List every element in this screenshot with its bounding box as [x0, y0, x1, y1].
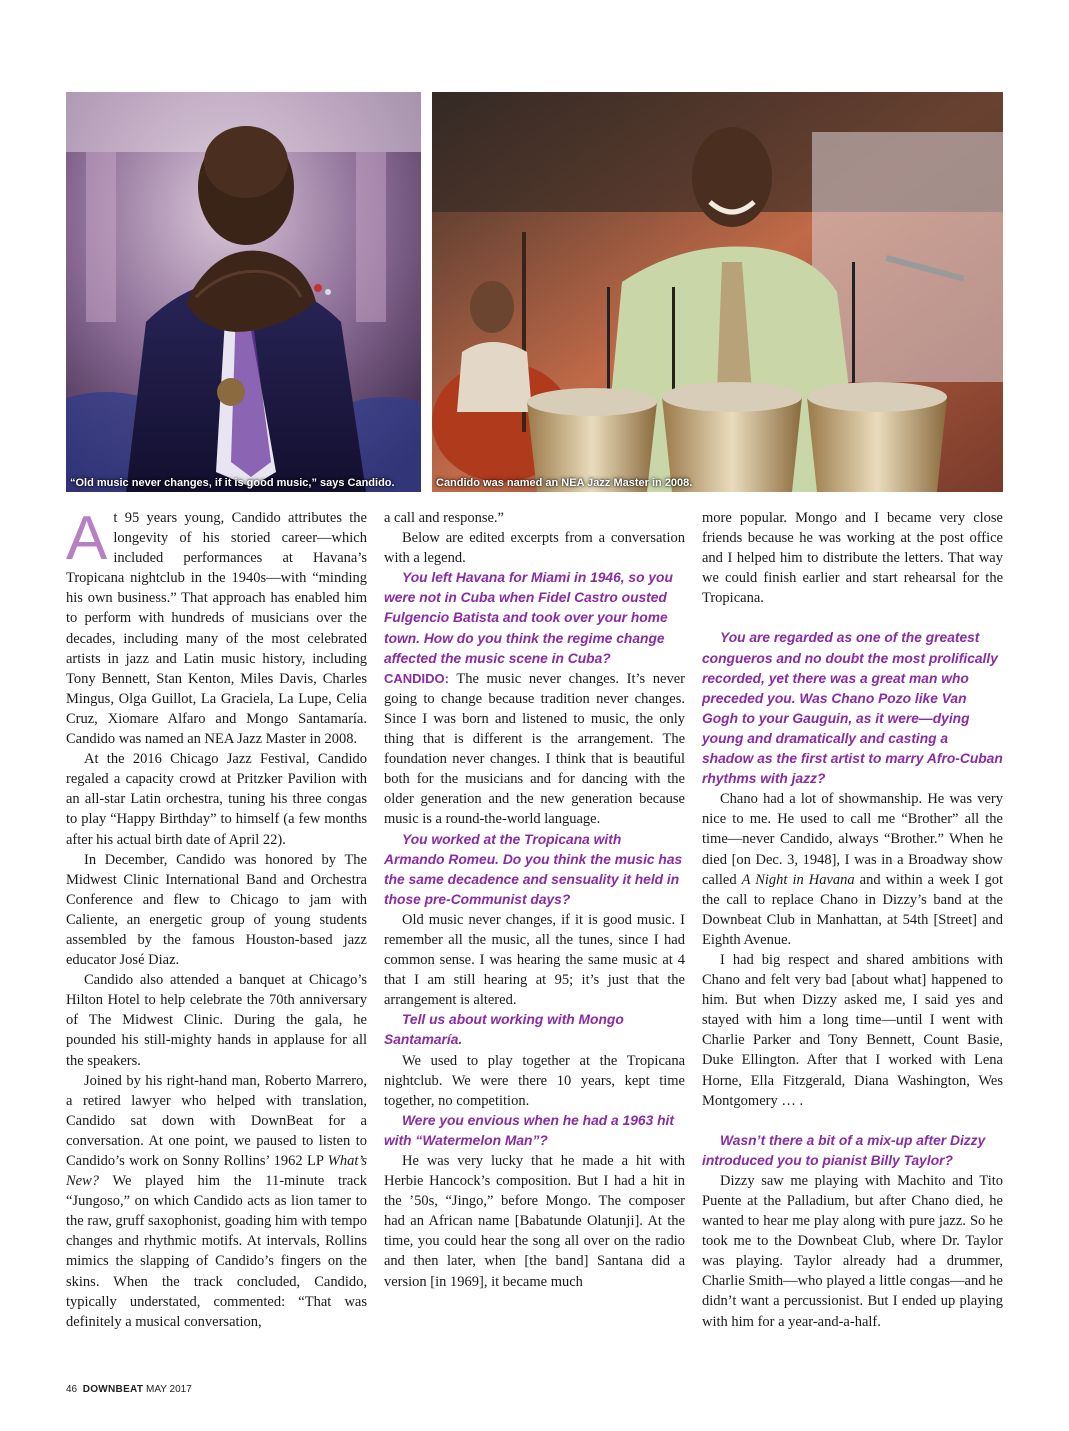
body-paragraph: In December, Candido was honored by The Midwest Clinic International Band and Orchestra Conference and flew to Chicago to jam with Caliente, an energetic group of young students assembled by the famous Houston-based jazz educator José Diaz.	[66, 851, 367, 969]
speaker-label: CANDIDO:	[384, 670, 449, 686]
interview-question: You left Havana for Miami in 1946, so you were not in Cuba when Fidel Castro ousted Fulgencio Batista and took over your home town. How do you think the regime change affected the music scene in Cuba?	[384, 570, 673, 666]
interview-question: Wasn’t there a bit of a mix-up after Dizzy introduced you to pianist Billy Taylor?	[702, 1132, 986, 1168]
interview-answer: CANDIDO: The music never changes. It’s never going to change because tradition never changes. Since I was born and listened to music, the only thing that is different is the arrangement. The foundation never changes. I think that is beautiful both for the musicians and for dancing with the older generation and the new generation because music is a round-the-world language.	[384, 670, 685, 828]
page-footer	[66, 1384, 192, 1395]
stage-image	[432, 92, 1003, 492]
interview-answer: Dizzy saw me playing with Machito and Tito Puente at the Palladium, but after Chano died, he wanted to hear me play along with pure jazz. So he took me to the Downbeat Club, where Dr. Taylor was playing. Taylor already had a drummer, Charlie Smith—who played a little congas—and he didn’t want a percussionist. But I ended up playing with him for a year-and-a-half.	[702, 1172, 1003, 1330]
interview-answer: I had big respect and shared ambitions with Chano and felt very bad [about what] happened to him. But when Dizzy asked me, I said yes and stayed with him a long time—until I went with Charlie Parker and Tony Bennett, Count Basie, Duke Ellington. After that I worked with Lena Horne, Ella Fitzgerald, Diana Washington, Wes Montgomery … .	[702, 951, 1003, 1109]
article-column-1	[66, 504, 367, 1332]
interview-answer: We used to play together at the Tropicana nightclub. We were there 10 years, kept time together, no competition.	[384, 1052, 685, 1109]
interview-question: You worked at the Tropicana with Armando Romeu. Do you think the music has the same decadence and sensuality it held in those pre-Communist days?	[384, 831, 683, 907]
body-paragraph: Joined by his right-hand man, Roberto Marrero, a retired lawyer who helped with translation, Candido sat down with DownBeat for a conversation. At one point, we paused to listen to Candido’s work on Sonny Rollins’ 1962 LP What’s New? We played him the 11-minute track “Jungoso,” on which Candido acts as lion tamer to the raw, gruff saxophonist, goading him with tempo changes and rhythmic motifs. At intervals, Rollins mimics the slapping of Candido’s fingers on the skins. When the track concluded, Candido, typically understated, commented: “That was definitely a musical conversation,	[66, 1072, 367, 1330]
article-column-2	[384, 508, 685, 1292]
interview-answer: He was very lucky that he made a hit with Herbie Hancock’s composition. But I had a hit in the ’50s, “Jingo,” before Mongo. The composer had an African name [Babatunde Olatunji]. At the time, you could hear the song all over on the radio and then later, when [the band] Santana did a version [in 1969], it became much	[384, 1153, 685, 1290]
show-title: A Night in Havana	[741, 871, 855, 888]
issue-date: MAY 2017	[146, 1384, 192, 1395]
body-paragraph: Candido also attended a banquet at Chicago’s Hilton Hotel to help celebrate the 70th anniversary of The Midwest Clinic. During the gala, he pounded his still-mighty hands in applause for all the speakers.	[66, 972, 367, 1069]
magazine-name: DOWNBEAT	[82, 1384, 144, 1395]
album-title: What’s New?	[66, 1153, 367, 1190]
body-paragraph: a call and response.”	[384, 510, 504, 526]
interview-question: Were you envious when he had a 1963 hit with “Watermelon Man”?	[384, 1112, 674, 1148]
photo-candido-congas	[432, 92, 1003, 492]
body-paragraph: Below are edited excerpts from a conversation with a legend.	[384, 530, 685, 567]
photo-caption-left: “Old music never changes, if it is good music,” says Candido.	[70, 477, 395, 489]
intro-paragraph: At 95 years young, Candido attributes the longevity of his storied career—which included performances at Havana’s Tropicana nightclub in the 1940s—with “minding his own business.” That approach has enabled him to perform with hundreds of musicians over the decades, including many of the most celebrated artists in jazz and Latin music history, including Tony Bennett, Stan Kenton, Miles Davis, Charles Mingus, Olga Guillot, La Graciela, La Lupe, Celia Cruz, Xiomare Alfaro and Mongo Santamaría. Candido was named an NEA Jazz Master in 2008.	[66, 504, 367, 748]
interview-question: You are regarded as one of the greatest congueros and no doubt the most prolifically recorded, yet there was a great man who preceded you. Was Chano Pozo like Van Gogh to your Gauguin, as it were—dying young and dramatically and casting a shadow as the first artist to marry Afro-Cuban rhythms with jazz?	[702, 630, 1003, 787]
interview-question: Tell us about working with Mongo Santamaría.	[384, 1012, 624, 1048]
drop-cap: A	[66, 504, 108, 573]
body-paragraph: At the 2016 Chicago Jazz Festival, Candido regaled a capacity crowd at Pritzker Pavilion with an all-star Latin orchestra, tuning his three congas to play “Happy Birthday” to himself (a few months after his actual birth date of April 22).	[66, 751, 367, 848]
photo-caption-right: Candido was named an NEA Jazz Master in 2008.	[436, 477, 693, 489]
interview-answer: Chano had a lot of showmanship. He was very nice to me. He used to call me “Brother” all the time—never Candido, always “Brother.” When he died [on Dec. 3, 1948], I was in a Broadway show called A Night in Havana and within a week I got the call to replace Chano in Dizzy’s band at the Downbeat Club in Manhattan, at 54th [Street] and Eighth Avenue.	[702, 791, 1004, 948]
portrait-image	[66, 92, 421, 492]
photo-candido-portrait	[66, 92, 421, 492]
article-column-3	[702, 508, 1003, 1332]
body-paragraph: more popular. Mongo and I became very close friends because he was working at the post office and I helped him to distribute the letters. That way we could finish earlier and start rehearsal for the Tropicana.	[702, 510, 1003, 607]
interview-answer: Old music never changes, if it is good music. I remember all the music, all the tunes, since I had common sense. I was hearing the same music at 4 that I am still hearing at 95; it’s just that the arrangement is altered.	[384, 911, 685, 1009]
page-number: 46	[66, 1384, 78, 1395]
